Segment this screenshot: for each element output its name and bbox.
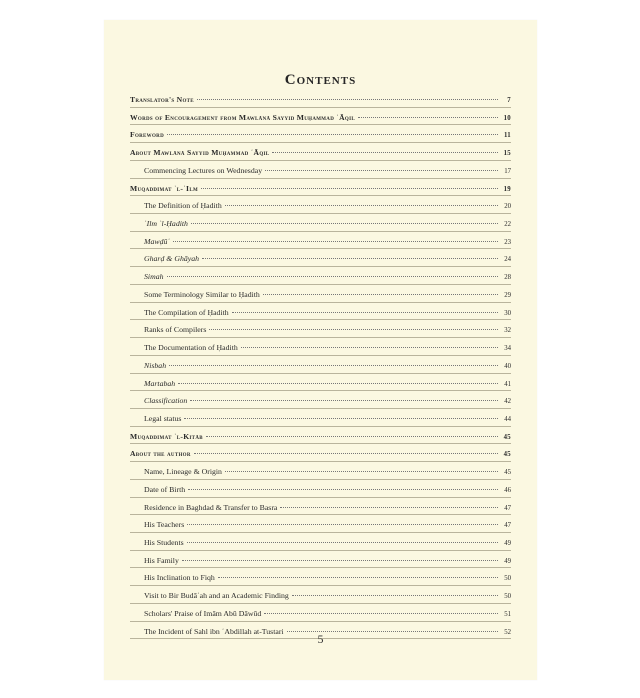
toc-entry (130, 249, 511, 267)
toc-entry-page: 29 (504, 291, 511, 299)
dot-leader (187, 542, 498, 543)
toc-entry (130, 551, 511, 569)
toc-entry (130, 267, 511, 285)
toc-entry-label: His Students (144, 537, 184, 547)
toc-entry-page: 40 (504, 362, 511, 370)
toc-entry-page: 30 (504, 309, 511, 317)
toc-entry-label: Scholars' Praise of Imām Abū Dāwūd (144, 608, 262, 618)
toc-entry-label: Name, Lineage & Origin (144, 467, 222, 477)
toc-entry-page: 45 (503, 451, 511, 459)
toc-entry (130, 604, 511, 622)
page-number: 5 (317, 632, 324, 646)
toc-entry (130, 143, 511, 161)
dot-leader (241, 347, 498, 348)
toc-entry (130, 498, 511, 516)
toc-entry-label: The Compilation of Ḥadith (144, 307, 229, 317)
book-page (104, 20, 537, 680)
dot-leader (178, 383, 498, 384)
dot-leader (218, 577, 498, 578)
toc-entry (130, 462, 511, 480)
toc-entry-label: His Teachers (144, 520, 185, 530)
toc-entry (130, 90, 511, 108)
toc-entry (130, 480, 511, 498)
dot-leader (182, 560, 498, 561)
toc-entry-page: 22 (504, 221, 511, 229)
toc-entry-page: 7 (507, 97, 511, 104)
toc-entry-label: Commencing Lectures on Wednesday (144, 165, 263, 175)
toc-entry-page: 20 (504, 203, 511, 211)
dot-leader (225, 205, 498, 206)
toc-entry (130, 515, 511, 533)
toc-entry (130, 356, 511, 374)
toc-entry-page: 15 (503, 150, 511, 158)
toc-entry-label: Mawḍūʿ (144, 236, 170, 246)
dot-leader (197, 99, 498, 100)
dot-leader (272, 152, 498, 153)
toc-entry (130, 320, 511, 338)
toc-entry-label: Gharḍ & Ghāyah (144, 254, 200, 264)
toc-entry-page: 28 (504, 274, 511, 282)
toc-entry-label: The Documentation of Ḥadith (144, 343, 238, 353)
dot-leader (280, 507, 498, 508)
toc-entry-page: 41 (504, 380, 511, 388)
toc-entry (130, 108, 511, 126)
toc-entry-page: 49 (504, 557, 511, 565)
toc-entry-page: 23 (504, 238, 511, 246)
toc-entry-page: 42 (504, 398, 511, 406)
toc-entry (130, 427, 511, 445)
dot-leader (187, 524, 498, 525)
toc-entry-page: 44 (504, 415, 511, 423)
toc-entry-page: 10 (503, 114, 511, 122)
toc-entry (130, 568, 511, 586)
toc-entry (130, 125, 511, 143)
toc-entry-label: ʿIlm ʾl-Ḥadith (144, 219, 188, 229)
dot-leader (190, 400, 498, 401)
toc-entry-label: Nisbah (144, 360, 167, 370)
dot-leader (169, 365, 498, 366)
toc-entry (130, 196, 511, 214)
toc-entry-page: 11 (503, 132, 511, 140)
toc-entry (130, 285, 511, 303)
toc-entry-label: Martabah (144, 378, 176, 388)
dot-leader (188, 489, 498, 490)
dot-leader (265, 170, 498, 171)
toc-entry (130, 161, 511, 179)
dot-leader (292, 595, 498, 596)
toc-entry-label: Simah (144, 272, 164, 282)
toc-entry-page: 45 (503, 433, 511, 441)
toc-entry-label: His Inclination to Fiqh (144, 573, 215, 583)
toc-entry (130, 303, 511, 321)
dot-leader (358, 117, 498, 118)
dot-leader (206, 436, 498, 437)
dot-leader (263, 294, 498, 295)
toc-entry-label: Ranks of Compilers (144, 325, 207, 335)
toc-entry-label: His Family (144, 555, 179, 565)
toc-entry-label: Foreword (130, 130, 164, 140)
toc-entry-page: 51 (504, 610, 511, 618)
dot-leader (167, 276, 499, 277)
dot-leader (194, 453, 498, 454)
toc-entry-label: Date of Birth (144, 484, 186, 494)
toc-entry-page: 50 (504, 575, 511, 583)
toc-entry-label: Some Terminology Similar to Ḥadith (144, 289, 260, 299)
toc-entry (130, 444, 511, 462)
dot-leader (202, 258, 498, 259)
toc-entry (130, 409, 511, 427)
toc-entry (130, 232, 511, 250)
toc-entry-label: Visit to Bir Budāʿah and an Academic Finding (144, 591, 289, 601)
dot-leader (264, 613, 498, 614)
toc-entry-page: 34 (504, 345, 511, 353)
dot-leader (225, 471, 498, 472)
toc-entry-label: Legal status (144, 413, 182, 423)
toc-entry (130, 391, 511, 409)
dot-leader (191, 223, 498, 224)
toc-entry-label: The Incident of Sahl ibn ʿAbdillah at-Tustari (144, 626, 284, 636)
toc-entry-page: 47 (504, 504, 511, 512)
toc-entry-label: The Definition of Ḥadith (144, 201, 222, 211)
toc-entry-label: About Mawlānā Sayyid Muḥammad ʿĀqil (130, 148, 270, 158)
toc-entry-label: Muqaddimat ʾl-ʿIlm (130, 183, 198, 193)
toc-entry-label: Translator's Note (130, 95, 194, 104)
page-title: Contents (284, 72, 357, 88)
toc-entry (130, 338, 511, 356)
toc-entry-page: 19 (503, 185, 511, 193)
dot-leader (201, 188, 498, 189)
toc-entry-page: 50 (504, 593, 511, 601)
toc-entry (130, 214, 511, 232)
toc-entry-label: Classification (144, 396, 188, 406)
dot-leader (167, 134, 498, 135)
toc-entry (130, 533, 511, 551)
table-of-contents (130, 90, 511, 639)
toc-entry-label: Words of Encouragement from Mawlānā Sayyid Muḥammad ʿĀqil (130, 112, 355, 122)
toc-entry (130, 179, 511, 197)
toc-entry-page: 45 (504, 469, 511, 477)
toc-entry-page: 24 (504, 256, 511, 264)
toc-entry-label: Muqaddimat ʾl-Kitāb (130, 431, 203, 441)
toc-entry-page: 49 (504, 539, 511, 547)
toc-entry (130, 374, 511, 392)
toc-entry (130, 586, 511, 604)
dot-leader (209, 329, 498, 330)
toc-entry-label: About the author (130, 449, 191, 459)
toc-entry-page: 46 (504, 486, 511, 494)
toc-entry-page: 32 (504, 327, 511, 335)
dot-leader (173, 241, 498, 242)
toc-entry-page: 52 (504, 628, 511, 636)
toc-entry-label: Residence in Baghdad & Transfer to Basra (144, 502, 278, 512)
dot-leader (184, 418, 498, 419)
dot-leader (232, 312, 498, 313)
toc-entry-page: 47 (504, 522, 511, 530)
toc-entry-page: 17 (504, 167, 511, 175)
